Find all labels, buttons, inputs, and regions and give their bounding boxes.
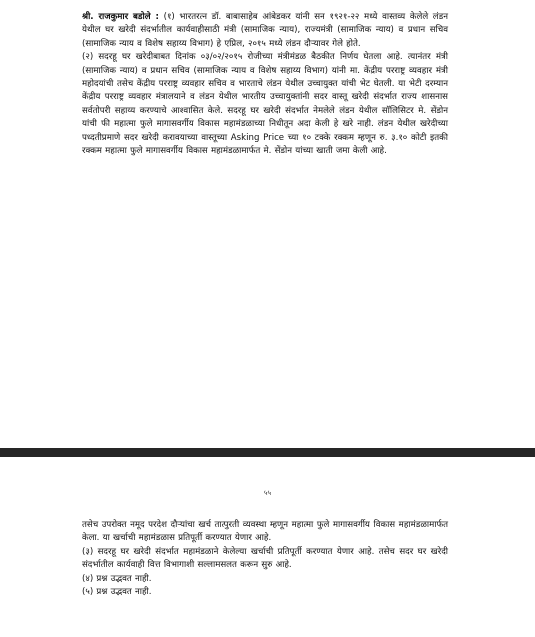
answer-paragraph-4: (४) प्रश्न उद्भवत नाही. — [82, 573, 152, 584]
answer-paragraph-2: (२) सदरहू घर खरेदीबाबत दिनांक ०३/०२/२०१५ रोजीच्या मंत्रीमंडळ बैठकीत निर्णय घेतला आहे. त्यानंतर मंत्री (सामाजिक न्याय) व प्रधान सचिव (सामाजिक न्याय व विशेष सहाय्य विभाग) यांनी मा. केंद्रीय परराष्ट्र व्यवहार मंत्री महोदयांची तसेच केंद्रीय परराष्ट्र व्यवहार सचिव व भारताचे लंडन येथील उच्चायुक्त यांची भेट घेतली. या भेटी दरम्यान केंद्रीय परराष्ट्र व्यवहार मंत्रालयाने व लंडन येथील भारतीय उच्चायुक्तांनी सदर वास्तू खरेदी संदर्भात राज्य शासनास सर्वतोपरी सहाय्य करण्याचे आश्वासित केले. सदरहू घर खरेदी संदर्भात नेमलेले लंडन येथील सॉलिसिटर मे. सेंडोन यांची फी महात्मा फुले मागासवर्गीय विकास महामंडळाच्या निधीतून अदा केली हे खरे नाही. लंडन येथील खरेदीच्या पध्दतीप्रमाणे सदर खरेदी करावयाच्या वास्तूच्या Asking Price च्या १० टक्के रक्कम म्हणून रु. ३.१० कोटी इतकी रक्कम महात्मा फुले मागासवर्गीय विकास महामंडळामार्फत मे. सेंडोन यांच्या खाती जमा केली आहे. — [82, 52, 448, 157]
page-number: ५५ — [263, 489, 272, 497]
answer-text-block-top — [82, 11, 448, 158]
page-separator — [0, 448, 535, 457]
answer-paragraph-1-text: (१) भारतरत्न डॉ. बाबासाहेब आंबेडकर यांनी सन १९२१-२२ मध्ये वास्तव्य केलेले लंडन येथील घर खरेदी संदर्भातील कार्यवाहीसाठी मंत्री (सामाजिक न्याय), राज्यमंत्री (सामाजिक न्याय) व प्रधान सचिव (सामाजिक न्याय व विशेष सहाय्य विभाग) हे एप्रिल, २०१५ मध्ये लंडन दौऱ्यावर गेले होते. — [82, 12, 448, 49]
answer-paragraph-1 — [82, 11, 448, 51]
answer-paragraph-3: (३) सदरहू घर खरेदी संदर्भात महामंडळाने केलेल्या खर्चाची प्रतिपूर्ती करण्यात येणार आहे. तसेच सदर घर खरेदी संदर्भातील कार्यवाही वित्त विभागाशी सल्लामसलत करून सुरु आहे. — [82, 546, 448, 571]
continuation-paragraph: तसेच उपरोक्त नमूद परदेश दौऱ्यांचा खर्च तात्पुरती व्यवस्था म्हणून महात्मा फुले मागासवर्गीय विकास महामंडळामार्फत केला. या खर्चाची महामंडळास प्रतिपूर्ती करण्यात येणार आहे. — [82, 520, 448, 544]
answer-text-block-bottom — [82, 519, 448, 599]
speaker-name: श्री. राजकुमार बडोले : — [82, 12, 159, 22]
answer-paragraph-5: (५) प्रश्न उद्भवत नाही. — [82, 587, 152, 598]
